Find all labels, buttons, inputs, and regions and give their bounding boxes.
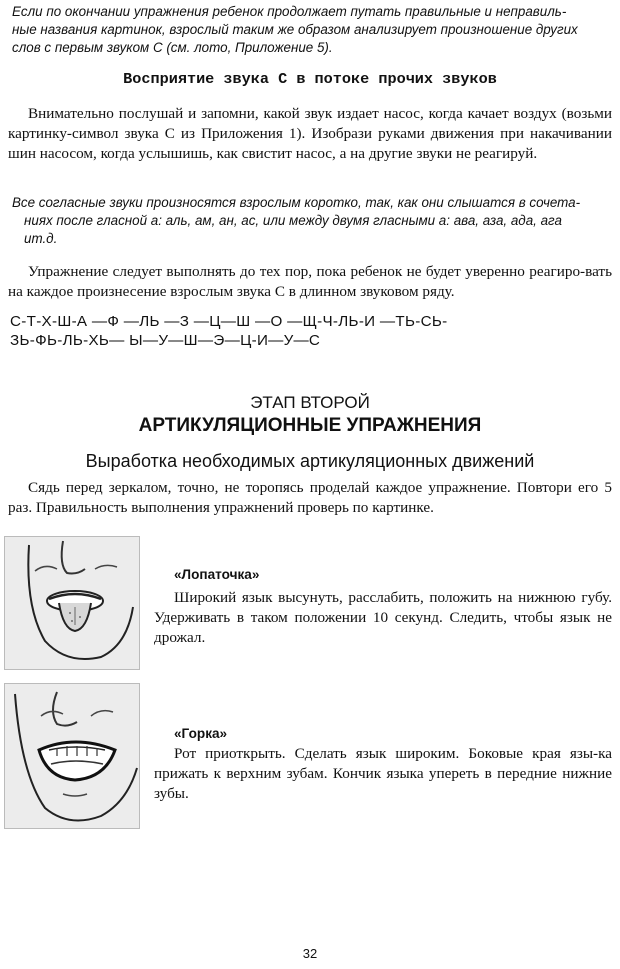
intro-note-line: слов с первым звуком С (см. лото, Приложение 5). bbox=[12, 40, 333, 55]
intro-note-line: Если по окончании упражнения ребенок продолжает путать правильные и неправиль- bbox=[12, 4, 567, 19]
exercise-text: Рот приоткрыть. Сделать язык широким. Боковые края язы-ка прижать к верхним зубам. Кончик языка упереть в передние нижние зубы. bbox=[154, 745, 612, 802]
teacher-note-line: ниях после гласной а: аль, ам, ан, ас, или между двумя гласными а: ава, аза, ада, ага bbox=[24, 213, 562, 228]
face-open-mouth-icon bbox=[5, 684, 139, 828]
intro-note-line: ные названия картинок, взрослый таким же образом анализирует произношение других bbox=[12, 22, 578, 37]
exercise-title: «Лопаточка» bbox=[174, 567, 260, 582]
page-number: 32 bbox=[302, 946, 318, 961]
teacher-note-line: Все согласные звуки произносятся взрослым коротко, так, как они слышатся в сочета- bbox=[12, 195, 581, 210]
stage-intro: Сядь перед зеркалом, точно, не торопясь проделай каждое упражнение. Повтори его 5 раз. Правильность выполнения упражнений проверь по картинке. bbox=[8, 479, 612, 516]
section-subtitle: Выработка необходимых артикуляционных движений bbox=[85, 451, 535, 471]
exercise-title: «Горка» bbox=[174, 726, 228, 741]
section-paragraph: Внимательно послушай и запомни, какой звук издает насос, когда качает воздух (возьми картинку-символ звука С из Приложения 1). Изобрази руками движения при накачивании шин насосом, когда услышишь, как свистит насос, а на другие звуки не реагируй. bbox=[8, 105, 612, 162]
stage-label: ЭТАП ВТОРОЙ bbox=[250, 393, 370, 412]
section-heading: Восприятие звука С в потоке прочих звуков bbox=[123, 70, 497, 88]
face-tongue-out-icon bbox=[5, 537, 139, 669]
teacher-note bbox=[12, 194, 610, 248]
section-title: АРТИКУЛЯЦИОННЫЕ УПРАЖНЕНИЯ bbox=[138, 415, 482, 436]
sound-sequence-row: ЗЬ-ФЬ-ЛЬ-ХЬ— Ы—У—Ш—Э—Ц-И—У—С bbox=[10, 332, 321, 349]
face-tongue-out-illustration bbox=[4, 536, 140, 670]
exercise-instruction: Упражнение следует выполнять до тех пор, пока ребенок не будет уверенно реагиро-вать на каждое произнесение взрослым звука С в длинном звуковом ряду. bbox=[8, 263, 612, 300]
exercise-text: Широкий язык высунуть, расслабить, положить на нижнюю губу. Удерживать в таком положении 10 секунд. Следить, чтобы язык не дрожал. bbox=[154, 589, 612, 646]
sound-sequence-row: С-Т-Х-Ш-А —Ф —ЛЬ —З —Ц—Ш —О —Щ-Ч-ЛЬ-И —ТЬ-СЬ- bbox=[10, 313, 448, 330]
teacher-note-line: ит.д. bbox=[24, 231, 58, 246]
intro-note bbox=[12, 3, 610, 57]
face-open-mouth-illustration bbox=[4, 683, 140, 829]
